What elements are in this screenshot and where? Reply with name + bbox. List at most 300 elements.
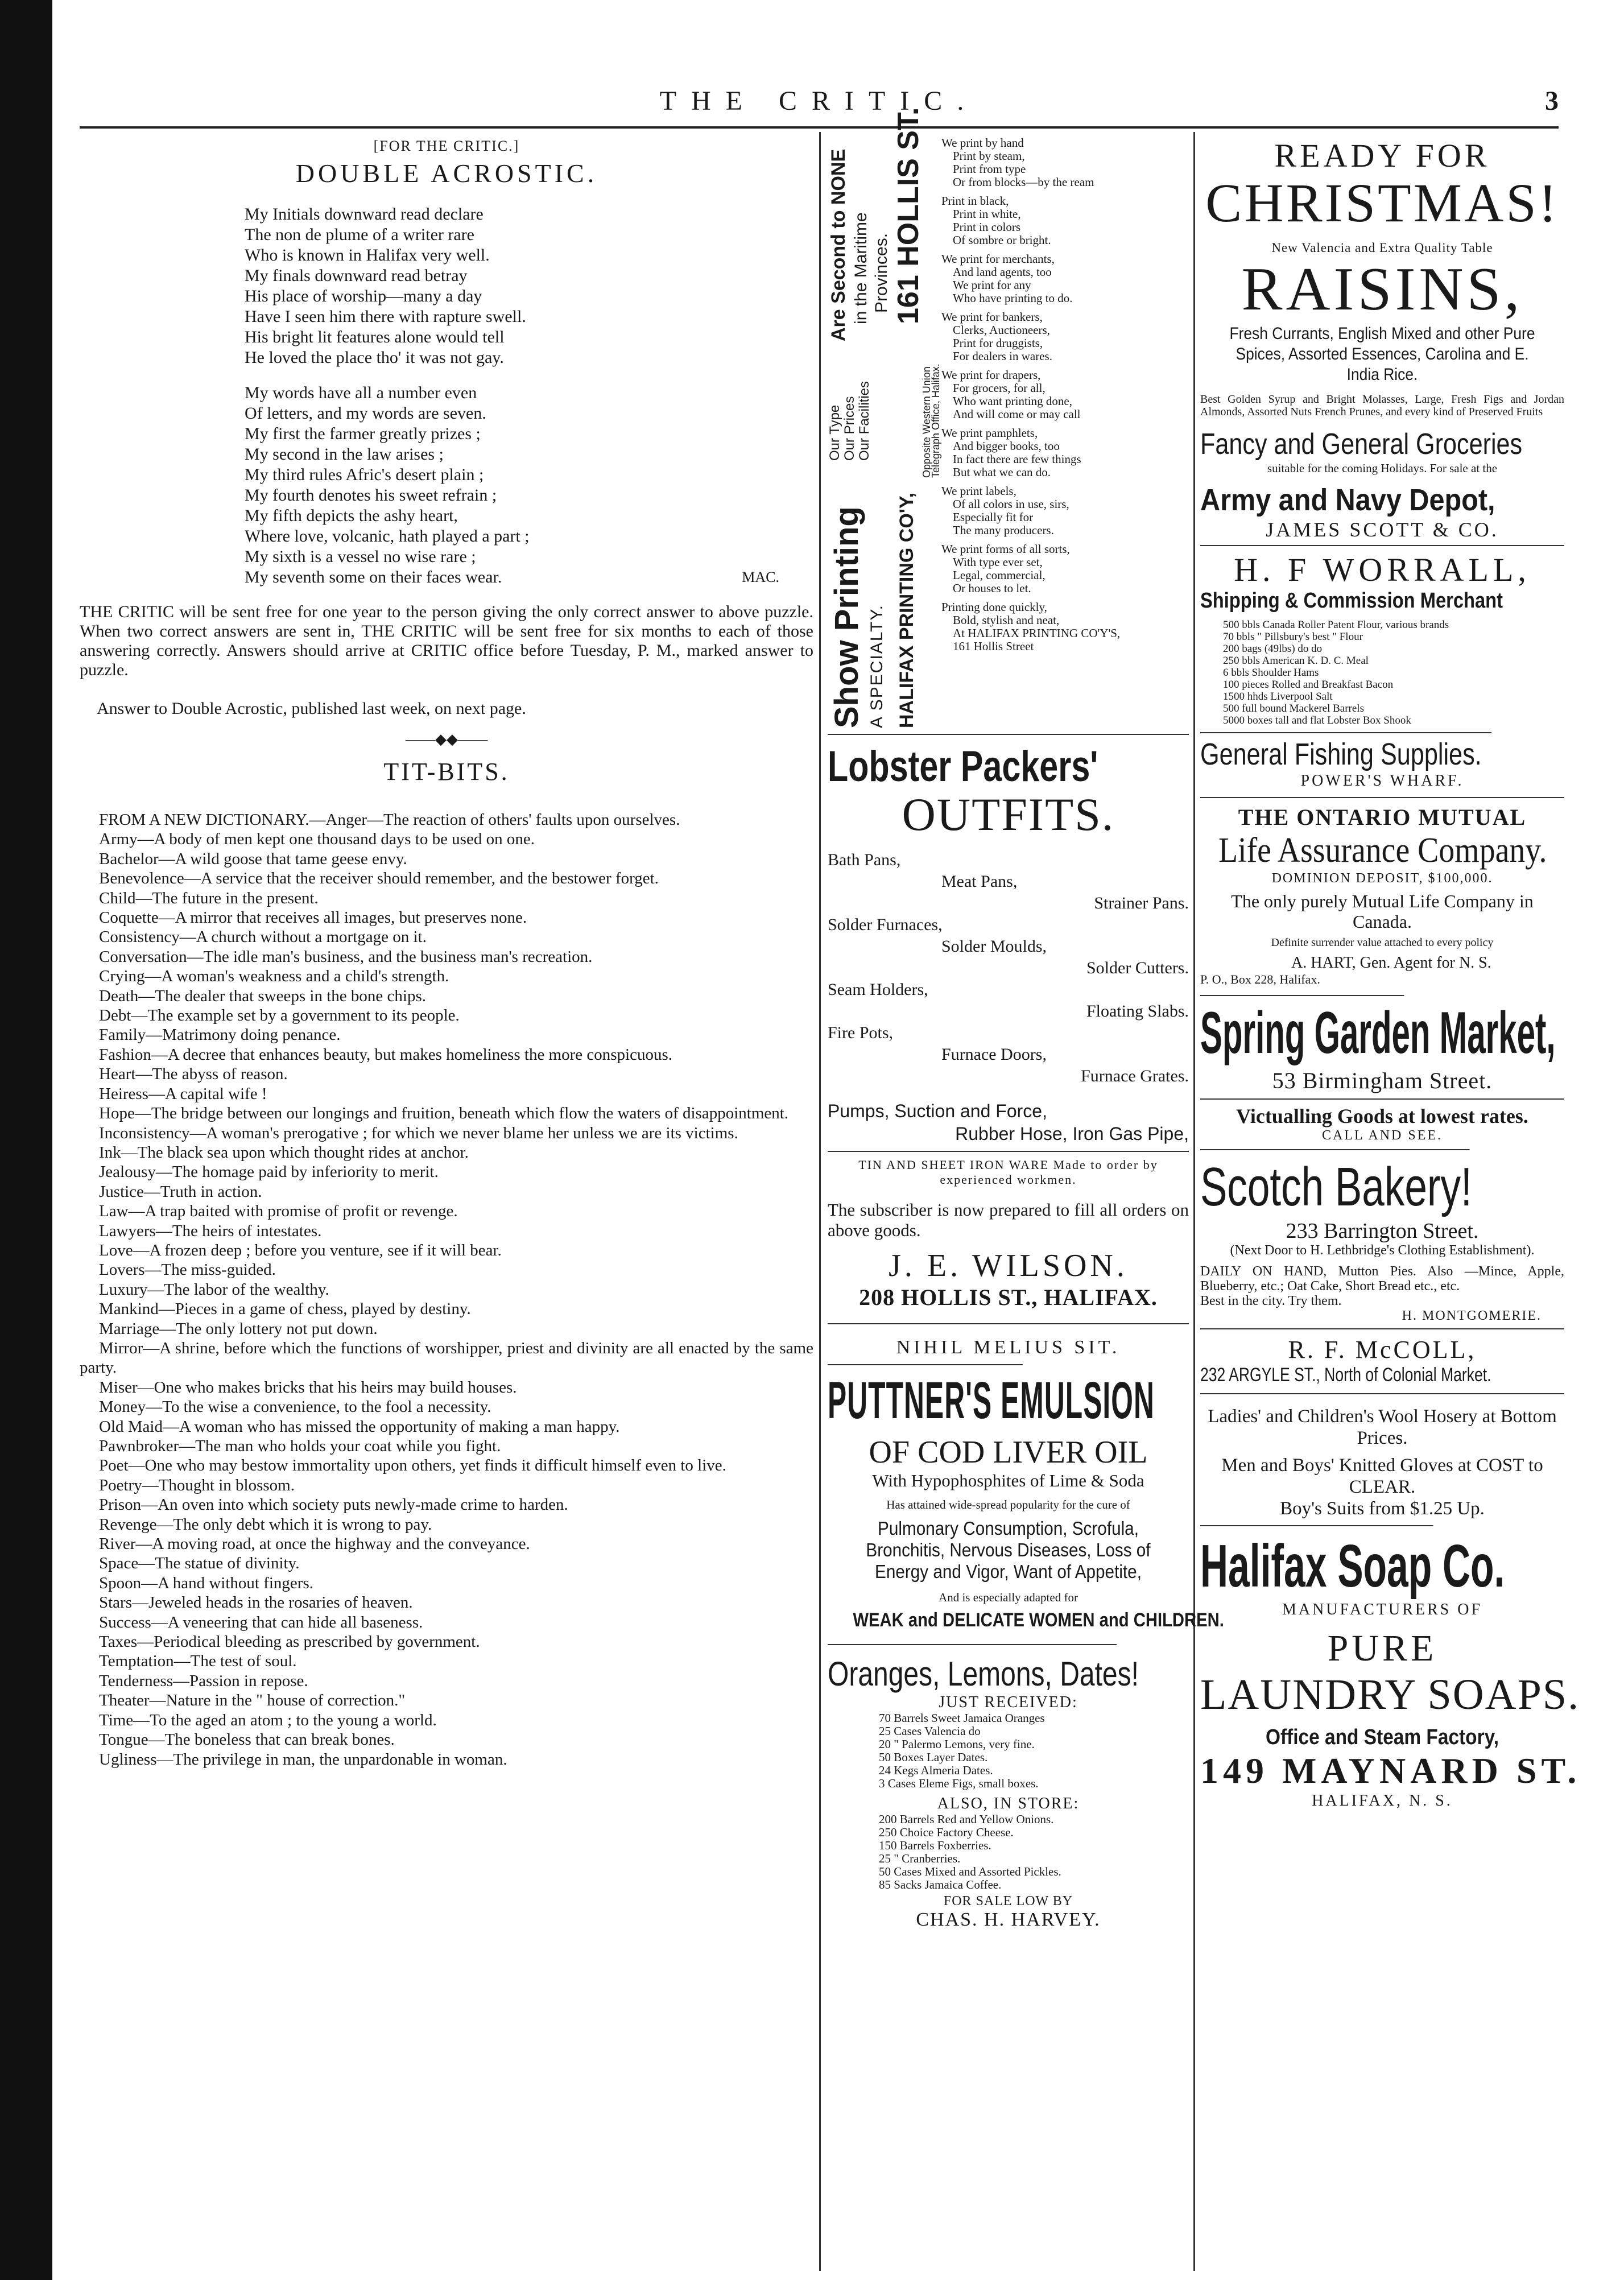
definition-text: Revenge—The only debt which it is wrong to pay. (99, 1515, 432, 1534)
poem-line (245, 424, 813, 444)
verse-line: Print in white, (953, 207, 1021, 221)
ready-for: READY FOR (1274, 137, 1490, 174)
verse-line: Of all colors in use, sirs, (953, 497, 1069, 511)
definition-item (80, 829, 813, 849)
definition-text: Army—A body of men kept one thousand days to be used on one. (99, 830, 535, 849)
titbits-title: TIT-BITS. (383, 758, 510, 786)
definition-item (80, 1436, 813, 1456)
maynard-street: 149 MAYNARD ST. (1200, 1750, 1581, 1791)
verse-line: But what we can do. (953, 465, 1051, 479)
definition-item (80, 1025, 813, 1044)
definition-item (80, 1730, 813, 1749)
poem-line (245, 547, 813, 567)
definition-item (80, 1339, 813, 1378)
raisins-title: RAISINS, (1241, 255, 1523, 323)
column-rule-1 (819, 132, 821, 2271)
definition-item (80, 1515, 813, 1534)
verse-line: Legal, commercial, (953, 568, 1046, 582)
verse-line: And bigger books, too (953, 439, 1060, 453)
poem-line-text: My sixth is a vessel no wise rare ; (245, 547, 476, 566)
cod-liver-title: OF COD LIVER OIL (869, 1435, 1148, 1470)
definition-item (80, 1104, 813, 1123)
christmas-title: CHRISTMAS! (1205, 172, 1559, 233)
spring-garden-ad (1200, 995, 1564, 1143)
definition-text: Heart—The abyss of reason. (99, 1065, 288, 1084)
definition-item (80, 1593, 813, 1612)
scotch-bakery-ad (1200, 1149, 1564, 1324)
worrall-item: 500 full bound Mackerel Barrels (1223, 703, 1364, 714)
verse-group (941, 427, 1186, 479)
purely-mutual: The only purely Mutual Life Company in Canada. (1231, 891, 1534, 932)
definition-item (80, 1456, 813, 1475)
verse-line: With type ever set, (953, 555, 1043, 569)
definition-text: Jealousy—The homage paid by inferiority to merit. (99, 1163, 439, 1182)
definition-item (80, 1554, 813, 1573)
definition-item (80, 1201, 813, 1221)
definition-item (80, 1691, 813, 1710)
worrall-item: 500 bbls Canada Roller Patent Flour, various brands (1223, 619, 1449, 631)
verse-line: And will come or may call (953, 407, 1081, 421)
best-in-city: Best in the city. Try them. (1200, 1294, 1342, 1308)
definition-item (80, 869, 813, 888)
definition-text: Fashion—A decree that enhances beauty, but makes homeliness the more conspicuous. (99, 1045, 673, 1064)
verse-group (941, 253, 1186, 305)
victualling-goods: Victualling Goods at lowest rates. (1200, 1098, 1564, 1128)
worrall-ad (1200, 545, 1564, 790)
oranges-title: Oranges, Lemons, Dates! (828, 1644, 1117, 1694)
definition-text: Spoon—A hand without fingers. (99, 1573, 313, 1592)
verse-line: Print for druggists, (953, 336, 1043, 350)
powers-wharf: POWER'S WHARF. (1300, 772, 1464, 790)
verse-line: We print pamphlets, (941, 426, 1038, 440)
definition-item (80, 1397, 813, 1416)
definition-item (80, 1280, 813, 1299)
answer-note: Answer to Double Acrostic, published last week, on next page. (97, 699, 526, 718)
daily-on-hand: DAILY ON HAND, Mutton Pies. Also —Mince, Apple, Blueberry, etc.; Oat Cake, Short Bread etc., etc. (1200, 1264, 1564, 1294)
received-item: 25 Cases Valencia do (879, 1724, 981, 1738)
poem-line: His place of worship—many a day (245, 287, 482, 305)
argyle-street: 232 ARGYLE ST., North of Colonial Market. (1200, 1364, 1491, 1386)
definition-text: Miser—One who makes bricks that his heirs may build houses. (99, 1378, 517, 1397)
call-and-see: CALL AND SEE. (1321, 1128, 1443, 1143)
poem-line: Have I seen him there with rapture swell. (245, 307, 526, 326)
company-text: HALIFAX PRINTING CO'Y, (896, 492, 918, 728)
definition-text: Old Maid—A woman who has missed the opportunity of making a man happy. (99, 1417, 620, 1436)
verse-line: Print in colors (953, 220, 1020, 234)
definition-text: Poetry—Thought in blossom. (99, 1476, 295, 1494)
lobster-ad (828, 734, 1189, 1311)
shipping-merchant: Shipping & Commission Merchant (1200, 589, 1503, 613)
definition-text: Consistency—A church without a mortgage on it. (99, 928, 427, 947)
definition-text: Marriage—The only lottery not put down. (99, 1319, 378, 1338)
worrall-name: H. F WORRALL, (1200, 545, 1564, 589)
verse-line: Or houses to let. (953, 581, 1031, 595)
for-the-critic: [FOR THE CRITIC.] (373, 138, 520, 154)
next-door-text: (Next Door to H. Lethbridge's Clothing Establishment). (1230, 1243, 1535, 1258)
dominion-deposit: DOMINION DEPOSIT, $100,000. (1271, 871, 1493, 886)
maritime-text: in the Maritime (852, 212, 870, 324)
poem-line-text: Where love, volcanic, hath played a part ; (245, 527, 530, 546)
verse-line: Of sombre or bright. (953, 233, 1051, 247)
wilson-address: 208 HOLLIS ST., HALIFAX. (859, 1284, 1158, 1310)
definition-item (80, 1084, 813, 1104)
address-text: 161 HOLLIS ST. (892, 107, 925, 324)
harvey-name: CHAS. H. HARVEY. (916, 1909, 1101, 1930)
scan-edge-bar (0, 0, 52, 2280)
definition-item (80, 1241, 813, 1260)
worrall-item: 100 pieces Rolled and Breakfast Bacon (1223, 679, 1394, 691)
store-list (879, 1813, 1189, 1891)
pumps-line: Pumps, Suction and Force, (828, 1101, 1047, 1121)
verse-line: We print for drapers, (941, 368, 1041, 382)
mccoll-ad (1200, 1328, 1564, 1519)
definition-item (80, 1671, 813, 1691)
verse-line: For grocers, for all, (953, 381, 1046, 395)
poem-line-text: My fifth depicts the ashy heart, (245, 506, 458, 525)
definition-text: Theater—Nature in the " house of correction." (99, 1691, 406, 1710)
verse-line: Who have printing to do. (953, 291, 1073, 305)
poem-line: He loved the place tho' it was not gay. (245, 348, 504, 367)
lobster-item: Bath Pans, (828, 850, 901, 869)
store-item: 85 Sacks Jamaica Coffee. (879, 1878, 1002, 1891)
verse-group (941, 195, 1186, 247)
definition-text: Tenderness—Passion in repose. (99, 1671, 308, 1690)
spring-garden-title: Spring Garden Market, (1200, 995, 1404, 1067)
james-scott: JAMES SCOTT & CO. (1266, 518, 1499, 541)
stanza-one (245, 204, 813, 368)
received-item: 24 Kegs Almeria Dates. (879, 1763, 993, 1777)
poem-line: His bright lit features alone would tell (245, 328, 505, 346)
definition-item (80, 1319, 813, 1339)
manufacturers-of: MANUFACTURERS OF (1282, 1601, 1483, 1618)
lobster-item: Solder Cutters. (1086, 959, 1189, 977)
brace-lines (828, 381, 872, 461)
definition-text: Lawyers—The heirs of intestates. (99, 1221, 322, 1240)
verse-line: 161 Hollis Street (953, 639, 1034, 653)
definition-text: Ink—The black sea upon which thought rides at anchor. (99, 1143, 469, 1162)
poem-line (245, 444, 813, 465)
definition-text: Money—To the wise a convenience, to the fool a necessity. (99, 1398, 491, 1416)
puttner-title: PUTTNER'S EMULSION (828, 1364, 1023, 1431)
valencia-text: New Valencia and Extra Quality Table (1271, 241, 1493, 255)
puttner-ad (828, 1364, 1224, 1631)
store-item: 200 Barrels Red and Yellow Onions. (879, 1812, 1054, 1826)
definition-item (80, 908, 813, 927)
definition-item (80, 1143, 813, 1162)
definition-item (80, 1006, 813, 1025)
definition-text: Time—To the aged an atom ; to the young a world. (99, 1711, 437, 1729)
attained-text: Has attained wide-spread popularity for the cure of (886, 1498, 1130, 1511)
definition-text: Conversation—The idle man's business, and the business man's recreation. (99, 947, 593, 966)
verse-line: We print for bankers, (941, 310, 1043, 324)
poem-line-text: My words have all a number even (245, 383, 477, 402)
provinces-text: Provinces. (872, 233, 891, 313)
verse-line: We print for merchants, (941, 252, 1055, 266)
definition-text: Ugliness—The privilege in man, the unpardonable in woman. (99, 1750, 507, 1769)
poem-line (245, 485, 813, 506)
poem-line: The non de plume of a writer rare (245, 225, 474, 244)
definition-text: Stars—Jeweled heads in the rosaries of heaven. (99, 1593, 413, 1612)
received-item: 3 Cases Eleme Figs, small boxes. (879, 1777, 1039, 1790)
verse-line: Especially fit for (953, 510, 1034, 524)
definition-item (80, 1182, 813, 1201)
verse-group (941, 137, 1186, 189)
verse-line: Print by steam, (953, 149, 1025, 163)
column-right (1200, 137, 1581, 1810)
definition-text: Crying—A woman's weakness and a child's strength. (99, 967, 449, 986)
hypophosphites-text: With Hypophosphites of Lime & Soda (872, 1471, 1144, 1490)
brace-line: Our Prices (842, 396, 857, 461)
lobster-item: Fire Pots, (828, 1023, 894, 1042)
definition-text: Inconsistency—A woman's prerogative ; for which we never blame her unless we are its victims. (99, 1124, 738, 1142)
poem-line-text: Of letters, and my words are seven. (245, 404, 486, 423)
definition-item (80, 947, 813, 966)
verse-line: Who want printing done, (953, 394, 1072, 408)
definition-item (80, 1378, 813, 1397)
titbits-definitions (80, 810, 813, 1769)
oranges-ad (828, 1644, 1189, 1931)
subscriber-text: The subscriber is now prepared to fill all orders on above goods. (828, 1200, 1189, 1240)
received-item: 70 Barrels Sweet Jamaica Oranges (879, 1711, 1045, 1725)
definition-text: Prison—An oven into which society puts newly-made crime to harden. (99, 1496, 568, 1514)
brace-line: Our Type (827, 404, 842, 461)
worrall-item: 1500 hhds Liverpool Salt (1223, 691, 1333, 703)
definition-item (80, 1162, 813, 1182)
definition-item (80, 966, 813, 986)
store-item: 50 Cases Mixed and Assorted Pickles. (879, 1865, 1061, 1878)
ontario-ad (1200, 797, 1564, 987)
poem-line (245, 567, 813, 588)
definition-text: Death—The dealer that sweeps in the bone chips. (99, 986, 426, 1005)
definition-item (80, 849, 813, 869)
received-list (879, 1712, 1189, 1790)
definition-text: Benevolence—A service that the receiver should remember, and the bestower forget. (99, 869, 659, 888)
poem-line (245, 403, 813, 424)
definition-item (80, 889, 813, 908)
mccoll-name: R. F. McCOLL, (1200, 1328, 1564, 1364)
worrall-item: 250 bbls American K. D. C. Meal (1223, 655, 1369, 667)
definition-item (80, 986, 813, 1006)
in-store: ALSO, IN STORE: (937, 1795, 1080, 1812)
definition-text: Heiress—A capital wife ! (99, 1084, 267, 1103)
definition-text: Tongue—The boneless that can break bones. (99, 1730, 395, 1749)
definition-item (80, 1613, 813, 1632)
worrall-items (1223, 619, 1564, 726)
store-item: 250 Choice Factory Cheese. (879, 1825, 1014, 1839)
lobster-item: Floating Slabs. (1086, 1002, 1189, 1021)
definition-text: Love—A frozen deep ; before you venture, see if it will bear. (99, 1241, 502, 1259)
definition-text: Poet—One who may bestow immortality upon others, yet finds it difficult himself even to live. (99, 1456, 726, 1475)
life-assurance: Life Assurance Company. (1218, 831, 1547, 870)
nihil-motto: NIHIL MELIUS SIT. (828, 1323, 1189, 1358)
printing-ad (827, 107, 1189, 734)
worrall-item: 5000 boxes tall and flat Lobster Box Shook (1223, 714, 1411, 726)
laundry-soaps: LAUNDRY SOAPS. (1200, 1671, 1580, 1719)
definition-text: River—A moving road, at once the highway and the conveyance. (99, 1535, 530, 1554)
verse-line: We print for any (953, 278, 1031, 292)
verse-group (941, 543, 1186, 595)
diseases-text: Pulmonary Consumption, Scrofula, Bronchitis, Nervous Diseases, Loss of Energy and Vigor, Want of Appetite, (866, 1518, 1151, 1582)
poem-line-text: My second in the law arises ; (245, 445, 444, 464)
column-middle (827, 107, 1224, 1931)
verse-line: We print labels, (941, 484, 1016, 498)
men-gloves: Men and Boys' Knitted Gloves at COST to CLEAR. (1221, 1455, 1543, 1497)
verse-line: Print in black, (941, 194, 1009, 208)
lobster-items (828, 849, 1189, 1087)
definition-text: Temptation—The test of soul. (99, 1652, 297, 1671)
column-rule-2 (1193, 132, 1195, 2271)
column-left (80, 137, 813, 1769)
lobster-item: Solder Moulds, (941, 937, 1047, 956)
definition-item (80, 1651, 813, 1671)
hart-agent: A. HART, Gen. Agent for N. S. (1291, 954, 1491, 972)
definition-text: Mankind—Pieces in a game of chess, played by destiny. (99, 1300, 471, 1319)
office-factory: Office and Steam Factory, (1265, 1725, 1499, 1749)
definition-item (80, 1632, 813, 1651)
definition-text: Hope—The bridge between our longings and fruition, beneath which flow the waters of disappointment. (99, 1104, 789, 1123)
tin-ware-text: TIN AND SHEET IRON WARE Made to order by experienced workmen. (828, 1151, 1189, 1187)
for-sale: FOR SALE LOW BY (943, 1894, 1073, 1909)
definition-item (80, 1045, 813, 1064)
verse-group (941, 369, 1186, 421)
verse-line: We print by hand (941, 136, 1024, 150)
definition-text: Debt—The example set by a government to its people. (99, 1006, 460, 1025)
halifax-ns: HALIFAX, N. S. (1312, 1792, 1453, 1810)
verse-line: Bold, stylish and neat, (953, 613, 1060, 627)
poem-line: My Initials downward read declare (245, 205, 484, 224)
definition-text: Taxes—Periodical bleeding as prescribed by government. (99, 1633, 480, 1651)
montgomerie: H. MONTGOMERIE. (1402, 1308, 1542, 1323)
definition-text: Family—Matrimony doing penance. (99, 1026, 341, 1044)
definition-item (80, 1124, 813, 1143)
birmingham-street: 53 Birmingham Street. (1272, 1068, 1493, 1093)
dictionary-intro: FROM A NEW DICTIONARY. (99, 811, 309, 829)
definition-item (80, 1534, 813, 1554)
currants-text: Fresh Currants, English Mixed and other Pure Spices, Assorted Essences, Carolina and E. India Rice. (1229, 324, 1535, 384)
worrall-item: 70 bbls " Pillsbury's best " Flour (1223, 631, 1363, 643)
verse-line: We print forms of all sorts, (941, 542, 1070, 556)
fishing-supplies: General Fishing Supplies. (1200, 732, 1491, 772)
fancy-groceries: Fancy and General Groceries (1200, 428, 1523, 461)
definition-text: Mirror—A shrine, before which the functions of worshipper, priest and divinity are all enacted by the same party. (80, 1339, 813, 1377)
pumps-line: Rubber Hose, Iron Gas Pipe, (955, 1124, 1189, 1144)
wilson-name: J. E. WILSON. (889, 1248, 1128, 1283)
weak-women-text: WEAK and DELICATE WOMEN and CHILDREN. (853, 1609, 1224, 1631)
masthead (80, 85, 1559, 119)
poem-line (245, 465, 813, 485)
stanza-two (245, 383, 813, 588)
boys-suits: Boy's Suits from $1.25 Up. (1280, 1498, 1485, 1519)
definition-item (80, 1417, 813, 1436)
verse-line: Print from type (953, 162, 1026, 176)
definition-item (80, 1064, 813, 1084)
store-item: 25 " Cranberries. (879, 1852, 961, 1865)
poem-line-text: My first the farmer greatly prizes ; (245, 424, 481, 443)
definition-item (80, 927, 813, 947)
store-item: 150 Barrels Foxberries. (879, 1839, 991, 1852)
acrostic-poem (245, 204, 813, 588)
verse-line: And land agents, too (953, 265, 1052, 279)
surrender-value: Definite surrender value attached to every policy (1271, 936, 1494, 949)
definition-item (80, 810, 813, 829)
show-printing-text: Show Printing (828, 506, 865, 728)
lobster-item: Seam Holders, (828, 980, 928, 999)
acrostic-title: DOUBLE ACROSTIC. (295, 159, 598, 188)
opposite-text: Opposite Western Union (921, 366, 932, 478)
definition-text: Justice—Truth in action. (99, 1182, 262, 1201)
verse-group (941, 311, 1186, 363)
critic-notice: THE CRITIC will be sent free for one year to the person giving the only correct answer to above puzzle. When two correct answers are sent in, THE CRITIC will be sent free for six months to each of those answering correctly. Answers should arrive at CRITIC office before Tuesday, P. M., marked answer to puzzle. (80, 602, 813, 679)
barrington-street: 233 Barrington Street. (1286, 1219, 1479, 1243)
definition-text: Lovers—The miss-guided. (99, 1261, 276, 1279)
suitable-text: suitable for the coming Holidays. For sale at the (1267, 461, 1498, 475)
outfits-title: OUTFITS. (902, 788, 1115, 840)
second-to-none-text: Are Second to NONE (828, 148, 849, 341)
poem-line: Who is known in Halifax very well. (245, 246, 490, 265)
definition-text: —Anger—The reaction of others' faults upon ourselves. (309, 811, 680, 829)
ontario-mutual: THE ONTARIO MUTUAL (1200, 797, 1564, 831)
pure-text: PURE (1327, 1628, 1437, 1669)
printing-verse (941, 137, 1186, 659)
newspaper-title: THE CRITIC. (659, 86, 979, 116)
halifax-soap-title: Halifax Soap Co. (1200, 1525, 1433, 1601)
christmas-ad (1200, 137, 1564, 542)
ladies-hosery: Ladies' and Children's Wool Hosery at Bottom Prices. (1200, 1393, 1564, 1449)
definition-text: Coquette—A mirror that receives all images, but preserves none. (99, 908, 527, 927)
received-item: 50 Boxes Layer Dates. (879, 1750, 988, 1764)
brace-line: Our Facilities (857, 381, 872, 461)
lobster-item: Strainer Pans. (1094, 894, 1189, 912)
received-item: 20 " Palermo Lemons, very fine. (879, 1737, 1035, 1751)
worrall-item: 200 bags (49lbs) do do (1223, 643, 1323, 655)
lobster-item: Furnace Grates. (1081, 1067, 1189, 1085)
lobster-item: Meat Pans, (941, 872, 1018, 891)
definition-text: Pawnbroker—The man who holds your coat while you fight. (99, 1437, 501, 1455)
poem-line (245, 526, 813, 547)
poem-line-text: My seventh some on their faces wear. (245, 568, 502, 586)
definition-item (80, 1260, 813, 1279)
poem-line (245, 506, 813, 526)
definition-item (80, 1476, 813, 1495)
verse-line: The many producers. (953, 523, 1054, 537)
poem-line (245, 383, 813, 403)
po-box: P. O., Box 228, Halifax. (1200, 972, 1320, 986)
lobster-item: Furnace Doors, (941, 1045, 1047, 1064)
definition-text: Bachelor—A wild goose that tame geese envy. (99, 849, 407, 868)
pumps-text (828, 1100, 1189, 1145)
specialty-text: A SPECIALTY. (867, 604, 886, 728)
verse-line: For dealers in wares. (953, 349, 1052, 363)
definition-item (80, 1299, 813, 1319)
masthead-rule (80, 126, 1559, 129)
verse-group (941, 601, 1186, 653)
verse-line: At HALIFAX PRINTING CO'Y'S, (953, 626, 1121, 640)
definition-text: Child—The future in the present. (99, 889, 319, 907)
definition-item (80, 1495, 813, 1514)
definition-text: Law—A trap baited with promise of profit or revenge. (99, 1202, 458, 1221)
army-navy-depot: Army and Navy Depot, (1200, 483, 1495, 517)
halifax-soap-ad (1200, 1525, 1581, 1810)
definition-text: Space—The statue of divinity. (99, 1554, 300, 1573)
verse-group (941, 485, 1186, 537)
definition-item (80, 1711, 813, 1730)
worrall-item: 6 bbls Shoulder Hams (1223, 667, 1319, 679)
syrup-text: Best Golden Syrup and Bright Molasses, Large, Fresh Figs and Jordan Almonds, Assorted Nuts French Prunes, and every kind of Preserved Fruits (1200, 393, 1564, 418)
scotch-bakery-title: Scotch Bakery! (1200, 1149, 1470, 1219)
verse-line: Clerks, Auctioneers, (953, 323, 1050, 337)
poem-line-text: My third rules Afric's desert plain ; (245, 465, 484, 484)
page-number: 3 (1545, 86, 1559, 116)
